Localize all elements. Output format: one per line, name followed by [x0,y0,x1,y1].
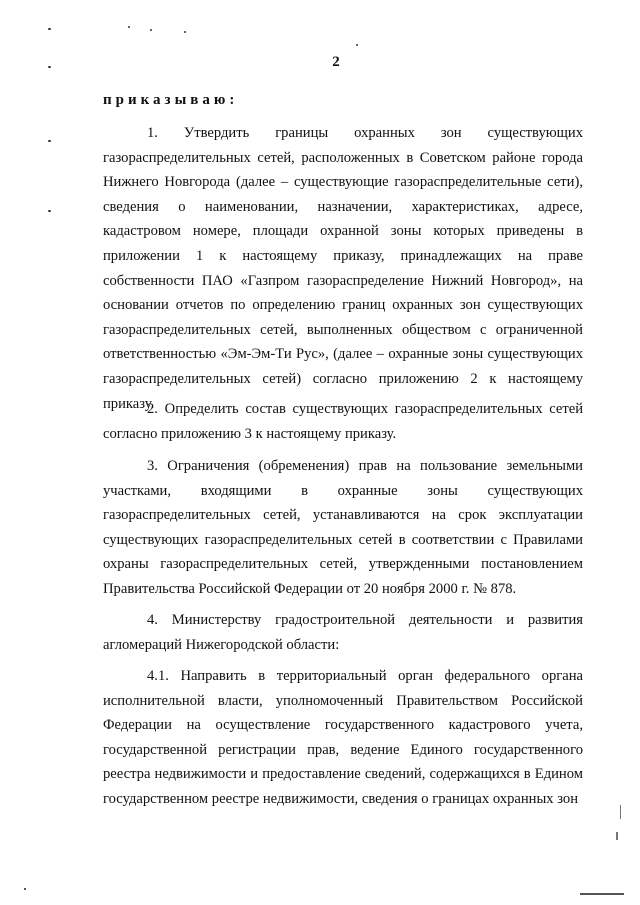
scan-speck [184,31,186,33]
paragraph-2: 2. Определить состав существующих газораспределительных сетей согласно приложению 3 к настоящему приказу. [103,401,583,442]
scan-speck [128,26,130,28]
paragraph-3: 3. Ограничения (обременения) прав на пользование земельными участками, входящими в охранные зоны существующих газораспределительных сетей, устанавливаются на срок эксплуатации существующих газораспределительных сетей в соответствии с Правилами охраны газораспределительных сетей, утвержденными постановлением Правительства Российской Федерации от 20 ноября 2000 г. № 878. [103,458,583,597]
paragraph-4-1: 4.1. Направить в территориальный орган федерального органа исполнительной власти, уполномоченный Правительством Российской Федерации на осуществление государственного кадастрового учета, государственной регистрации прав, ведение Единого государственного реестра недвижимости и предоставление сведений, содержащихся в Едином государственном реестре недвижимости, сведения о границах охранных зон [103,668,583,807]
scan-edge-mark [580,893,624,895]
scan-speck [48,140,51,142]
scan-speck [150,29,152,31]
scan-edge-mark [616,832,618,840]
scan-speck [48,210,51,212]
scan-speck [356,44,358,46]
order-heading: приказываю: [103,92,239,108]
page-number: 2 [332,54,340,70]
scan-edge-mark [620,805,621,819]
paragraph-1: 1. Утвердить границы охранных зон существующих газораспределительных сетей, расположенных в Советском районе города Нижнего Новгорода (далее – существующие газораспределительные сети), сведения о наименовании, назначении, характеристиках, адресе, кадастровом номере, площади охранной зоны которых приведены в приложении 1 к настоящему приказу, принадлежащих на праве собственности ПАО «Газпром газораспределение Нижний Новгород», на основании отчетов по определению границ охранных зон существующих газораспределительных сетей, выполненных обществом с ограниченной ответственностью «Эм-Эм-Ти Рус», (далее – охранные зоны существующих газораспределительных сетей) согласно приложению 2 к настоящему приказу. [103,125,583,412]
paragraph-4: 4. Министерству градостроительной деятельности и развития агломераций Нижегородской области: [103,612,583,653]
scan-edge-mark [24,888,26,890]
scan-speck [48,28,51,30]
